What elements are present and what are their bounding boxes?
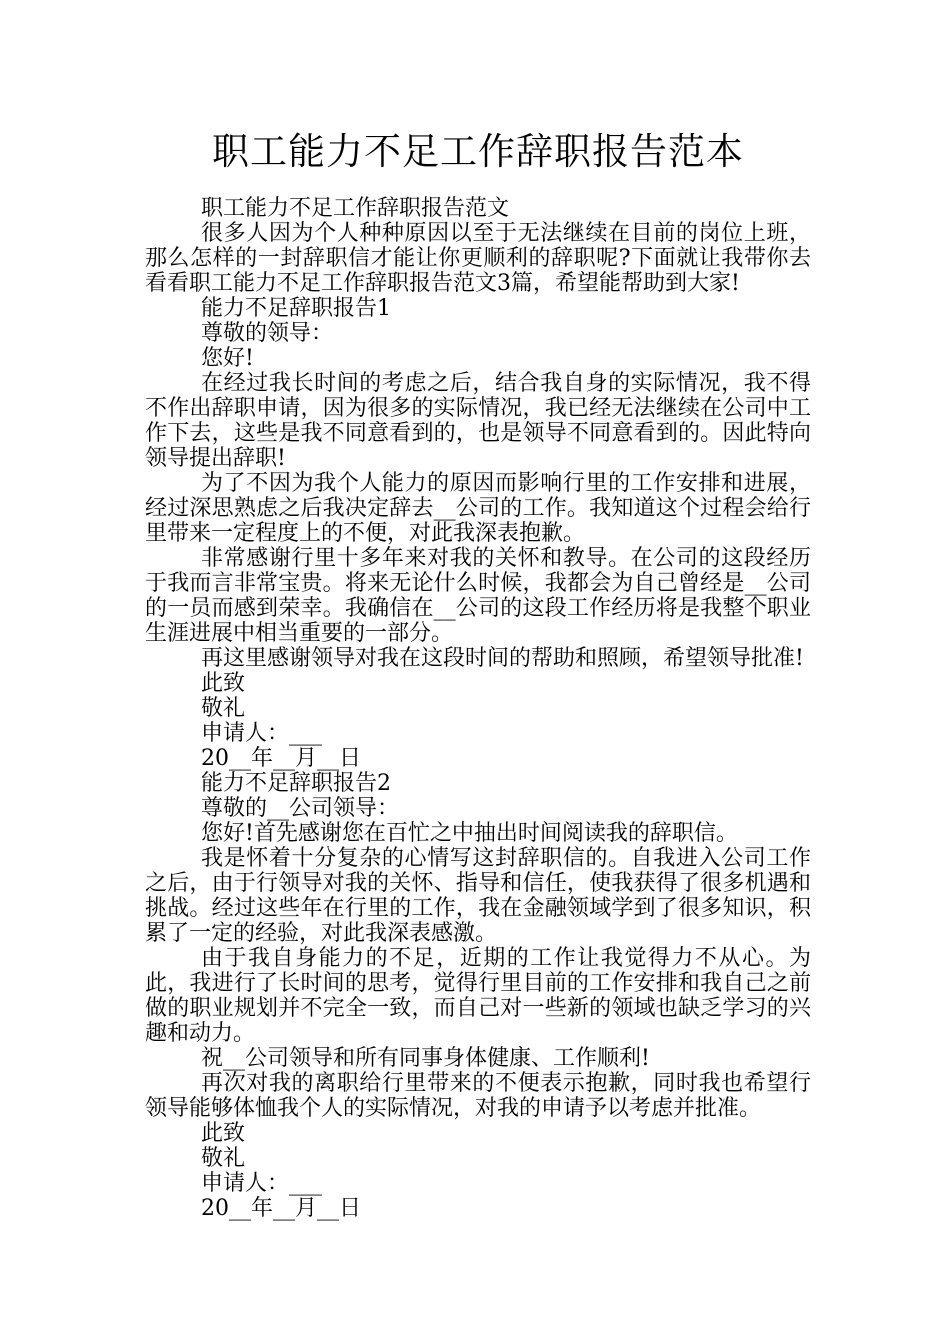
greeting: 您好!首先感谢您在百忙之中抽出时间阅读我的辞职信。 (201, 821, 738, 846)
closing-line: 此致 (201, 671, 246, 696)
intro-paragraph: 很多人因为个人种种原因以至于无法继续在目前的岗位上班，那么怎样的一封辞职信才能让你更顺利的辞职呢?下面就让我带你去看看职工能力不足工作辞职报告范文3篇，希望能帮助到大家! (145, 221, 811, 296)
applicant-line: 申请人：___ (201, 721, 323, 746)
body-paragraph: 在经过我长时间的考虑之后，结合我自身的实际情况，我不得不作出辞职申请，因为很多的实际情况，我已经无法继续在公司中工作下去，这些是我不同意看到的，也是领导不同意看到的。因此特向领导提出辞职! (145, 371, 811, 471)
applicant-line: 申请人：___ (201, 1171, 323, 1196)
date-line: 20__年__月__日 (201, 746, 361, 771)
date-line: 20__年__月__日 (201, 1196, 361, 1221)
body-paragraph: 祝__公司领导和所有同事身体健康、工作顺利! (201, 1046, 650, 1071)
section-heading-1: 能力不足辞职报告1 (201, 296, 391, 321)
closing-line: 此致 (201, 1121, 246, 1146)
document-title: 职工能力不足工作辞职报告范本 (212, 130, 744, 173)
body-paragraph: 为了不因为我个人能力的原因而影响行里的工作安排和进展，经过深思熟虑之后我决定辞去__公司的工作。我知道这个过程会给行里带来一定程度上的不便，对此我深表抱歉。 (145, 471, 811, 546)
greeting: 您好! (201, 346, 254, 371)
closing-line: 敬礼 (201, 1146, 246, 1171)
subtitle-line: 职工能力不足工作辞职报告范文 (201, 196, 510, 221)
body-paragraph: 由于我自身能力的不足，近期的工作让我觉得力不从心。为此，我进行了长时间的思考，觉得行里目前的工作安排和我自己之前做的职业规划并不完全一致，而自己对一些新的领域也缺乏学习的兴趣和动力。 (145, 946, 811, 1046)
salutation: 尊敬的__公司领导： (201, 796, 400, 821)
body-paragraph: 再这里感谢领导对我在这段时间的帮助和照顾，希望领导批准! (201, 646, 804, 671)
body-paragraph: 非常感谢行里十多年来对我的关怀和教导。在公司的这段经历于我而言非常宝贵。将来无论什么时候，我都会为自己曾经是__公司的一员而感到荣幸。我确信在__公司的这段工作经历将是我整个职业生涯进展中相当重要的一部分。 (145, 546, 811, 646)
document-body (145, 196, 811, 1221)
body-paragraph: 再次对我的离职给行里带来的不便表示抱歉，同时我也希望行领导能够体恤我个人的实际情况，对我的申请予以考虑并批准。 (145, 1071, 811, 1121)
body-paragraph: 我是怀着十分复杂的心情写这封辞职信的。自我进入公司工作之后，由于行领导对我的关怀、指导和信任，使我获得了很多机遇和挑战。经过这些年在行里的工作，我在金融领域学到了很多知识，积累了一定的经验，对此我深表感激。 (145, 846, 811, 946)
section-heading-2: 能力不足辞职报告2 (201, 771, 391, 796)
closing-line: 敬礼 (201, 696, 246, 721)
salutation: 尊敬的领导： (201, 321, 334, 346)
document-page (145, 0, 811, 1221)
